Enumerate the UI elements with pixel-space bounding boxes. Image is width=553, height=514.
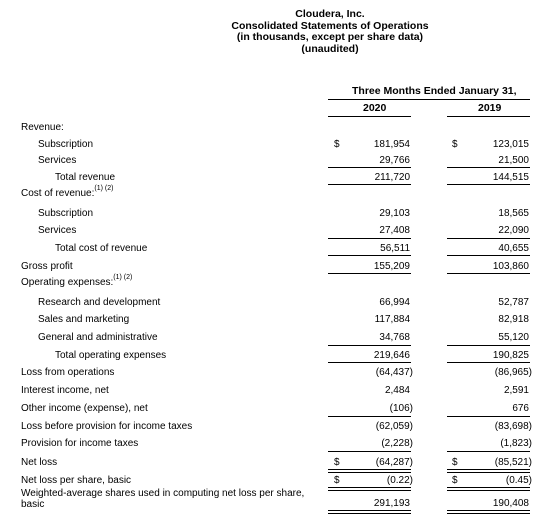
value-2019: 190,825 (492, 350, 529, 361)
period-title: Three Months Ended January 31, (352, 85, 517, 97)
subtotal-rule (447, 362, 530, 363)
column-header-2020: 2020 (363, 102, 387, 114)
value-2020: 29,103 (379, 208, 410, 219)
value-2020: 155,209 (373, 261, 410, 272)
value-2020: (0.22) (386, 475, 413, 486)
label-other-income: Other income (expense), net (21, 403, 148, 414)
value-2020: 211,720 (374, 172, 410, 183)
label-rev-subscription: Subscription (38, 139, 94, 150)
label-rev-services: Services (38, 155, 77, 166)
label-net-loss: Net loss (21, 457, 58, 468)
value-2019: 103,860 (492, 261, 529, 272)
label-general-admin: General and administrative (38, 332, 158, 343)
label-gross-profit: Gross profit (21, 261, 73, 272)
subtotal-rule (447, 184, 530, 185)
year-underline-2020 (328, 116, 411, 117)
value-2019: 18,565 (498, 208, 529, 219)
label-interest-income: Interest income, net (21, 385, 109, 396)
subtotal-rule (328, 451, 411, 452)
value-2020: (64,437) (375, 367, 413, 378)
value-2019: (0.45) (505, 475, 532, 486)
audit-note: (unaudited) (301, 42, 359, 55)
dollar-sign: $ (452, 475, 458, 486)
label-cost-services: Services (38, 225, 77, 236)
subtotal-rule (328, 255, 411, 256)
value-2020: 29,766 (379, 155, 410, 166)
dollar-sign: $ (334, 139, 340, 150)
weighted-shares-line1: Weighted-average shares used in computing net loss per share, (21, 488, 305, 499)
footnote-ref: (1) (2) (113, 274, 133, 281)
value-2020: 56,511 (380, 243, 410, 254)
label-weighted-shares (21, 488, 304, 510)
year-underline-2019 (447, 116, 530, 117)
total-double-rule (447, 469, 530, 473)
dollar-sign: $ (452, 457, 458, 468)
value-2020: 291,193 (373, 498, 410, 509)
label-total-cost: Total cost of revenue (55, 243, 148, 254)
value-2019: 82,918 (498, 314, 529, 325)
label-provision: Provision for income taxes (21, 438, 139, 449)
value-2019: 144,515 (492, 172, 529, 183)
value-2019: (86,965) (494, 367, 532, 378)
dollar-sign: $ (334, 475, 340, 486)
value-2020: 219,646 (373, 350, 410, 361)
value-2020: 2,484 (384, 385, 410, 396)
total-double-rule (328, 510, 411, 514)
label-total-revenue: Total revenue (55, 172, 116, 183)
subtotal-rule (328, 273, 411, 274)
company-name: Cloudera, Inc. (295, 8, 365, 20)
period-underline (328, 99, 530, 100)
value-2019: (1,823) (500, 438, 532, 449)
subtotal-rule (447, 167, 530, 168)
label-loss-before-taxes: Loss before provision for income taxes (21, 421, 193, 432)
label-eps: Net loss per share, basic (21, 475, 132, 486)
value-2019: 21,500 (498, 155, 529, 166)
value-2019: 40,655 (498, 243, 529, 254)
value-2020: (64,287) (375, 457, 413, 468)
total-double-rule (328, 469, 411, 473)
total-double-rule (328, 487, 411, 491)
units-note: (in thousands, except per share data) (236, 31, 424, 44)
dollar-sign: $ (334, 457, 340, 468)
subtotal-rule (328, 184, 411, 185)
dollar-sign: $ (452, 139, 458, 150)
value-2020: 27,408 (379, 225, 410, 236)
value-2020: 181,954 (373, 139, 410, 150)
total-double-rule (447, 510, 530, 514)
value-2019: 52,787 (498, 297, 529, 308)
statement-title: Consolidated Statements of Operations (231, 19, 429, 32)
value-2019: 22,090 (498, 225, 529, 236)
subtotal-rule (328, 416, 411, 417)
subtotal-rule (328, 345, 411, 346)
value-2019: (85,521) (494, 457, 532, 468)
cost-of-revenue-text: Cost of revenue: (21, 188, 95, 199)
value-2019: 55,120 (498, 332, 529, 343)
value-2020: 66,994 (379, 297, 410, 308)
subtotal-rule (447, 238, 530, 239)
subtotal-rule (447, 416, 530, 417)
operating-expenses-text: Operating expenses: (21, 277, 114, 288)
total-double-rule (447, 487, 530, 491)
subtotal-rule (328, 362, 411, 363)
subtotal-rule (447, 451, 530, 452)
subtotal-rule (447, 255, 530, 256)
subtotal-rule (447, 345, 530, 346)
label-operating-expenses (21, 274, 133, 288)
value-2019: (83,698) (494, 421, 532, 432)
statement-header (0, 9, 553, 55)
footnote-ref: (1) (2) (94, 185, 114, 192)
subtotal-rule (328, 238, 411, 239)
value-2019: 190,408 (492, 498, 529, 509)
label-sales-marketing: Sales and marketing (38, 314, 130, 325)
value-2020: 34,768 (379, 332, 410, 343)
label-total-opex: Total operating expenses (55, 350, 167, 361)
value-2019: 676 (512, 403, 529, 414)
value-2020: (2,228) (381, 438, 413, 449)
value-2019: 123,015 (492, 139, 529, 150)
label-cost-of-revenue (21, 185, 114, 199)
weighted-shares-line2: basic (21, 499, 45, 510)
value-2019: 2,591 (503, 385, 529, 396)
column-header-2019: 2019 (478, 102, 502, 114)
value-2020: 117,884 (374, 314, 410, 325)
label-loss-from-operations: Loss from operations (21, 367, 115, 378)
subtotal-rule (447, 273, 530, 274)
label-revenue: Revenue: (21, 122, 64, 133)
subtotal-rule (328, 167, 411, 168)
label-cost-subscription: Subscription (38, 208, 94, 219)
value-2020: (106) (389, 403, 413, 414)
label-rnd: Research and development (38, 297, 161, 308)
value-2020: (62,059) (375, 421, 413, 432)
